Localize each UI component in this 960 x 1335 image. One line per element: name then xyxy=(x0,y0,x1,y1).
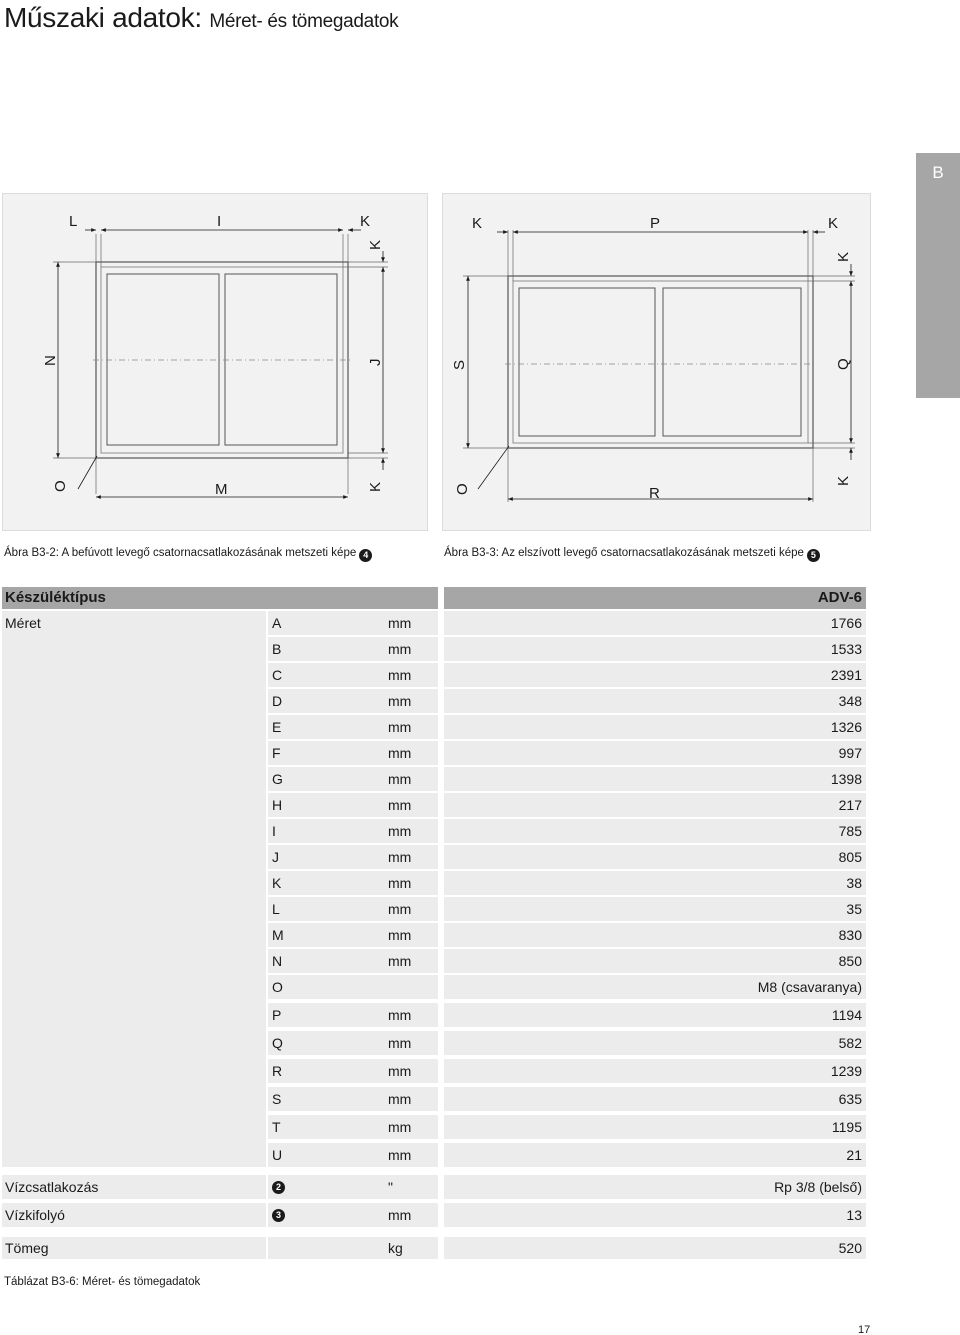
section-tab xyxy=(916,153,960,398)
table-row-dimension-l xyxy=(268,897,438,923)
row-label: Vízcsatlakozás xyxy=(5,1179,99,1195)
dimension-unit: mm xyxy=(388,823,412,839)
dimension-letter: R xyxy=(272,1063,283,1079)
row-unit: mm xyxy=(388,1207,412,1223)
table-value-dimension-u xyxy=(444,1143,866,1169)
dim-label-m: M xyxy=(215,481,228,498)
table-row-dimension-a xyxy=(268,611,438,637)
dimension-value: 1766 xyxy=(830,615,862,631)
size-label-cell xyxy=(2,611,266,1169)
drawing-supply-air-duct xyxy=(3,194,429,532)
dimension-unit: mm xyxy=(388,901,412,917)
dimension-value: 2391 xyxy=(830,667,862,683)
table-value-dimension-g xyxy=(444,767,866,793)
table-header-device-type: Készüléktípus xyxy=(2,587,438,609)
dim-label-k-top: K xyxy=(360,213,371,230)
table-row-unit-1 xyxy=(268,1203,438,1229)
dimension-unit: mm xyxy=(388,719,412,735)
dimension-value: 1239 xyxy=(830,1063,862,1079)
dimension-unit: mm xyxy=(388,1091,412,1107)
figure1-caption-text: Ábra B3-2: A befúvott levegő csatornacsatlakozásának metszeti képe xyxy=(4,547,357,559)
row-unit: kg xyxy=(388,1240,403,1256)
table-row-dimension-q xyxy=(268,1031,438,1057)
dimension-value: 217 xyxy=(838,797,862,813)
dimension-letter: S xyxy=(272,1091,282,1107)
dimension-value: 635 xyxy=(838,1091,862,1107)
table-row-unit-2 xyxy=(268,1237,438,1261)
dimension-unit: mm xyxy=(388,693,412,709)
dimension-letter: Q xyxy=(272,1035,283,1051)
dim-label-q: Q xyxy=(835,358,852,370)
dimension-unit: mm xyxy=(388,953,412,969)
table-row-dimension-e xyxy=(268,715,438,741)
row-label: Vízkifolyó xyxy=(5,1207,65,1223)
table-value-dimension-f xyxy=(444,741,866,767)
row-value: Rp 3/8 (belső) xyxy=(774,1179,862,1195)
row-label: Tömeg xyxy=(5,1240,49,1256)
figure1-caption xyxy=(4,547,372,562)
dimension-value: 35 xyxy=(846,901,862,917)
figure-exhaust-air-duct xyxy=(442,193,871,531)
dim-label-o: O xyxy=(52,480,69,492)
table-value-dimension-t xyxy=(444,1115,866,1141)
dimension-value: 830 xyxy=(838,927,862,943)
table-value-dimension-l xyxy=(444,897,866,923)
table-value-dimension-b xyxy=(444,637,866,663)
dim-label-o: O xyxy=(454,483,471,495)
dimension-letter: P xyxy=(272,1007,282,1023)
dimension-value: 1533 xyxy=(830,641,862,657)
dimension-letter: B xyxy=(272,641,282,657)
dimension-value: 785 xyxy=(838,823,862,839)
table-row-value-1 xyxy=(444,1203,866,1229)
table-row-label-1 xyxy=(2,1203,266,1229)
dimension-value: 348 xyxy=(838,693,862,709)
table-row-dimension-g xyxy=(268,767,438,793)
row-unit: " xyxy=(388,1179,393,1195)
table-row-dimension-b xyxy=(268,637,438,663)
dimension-letter: G xyxy=(272,771,283,787)
table-row-dimension-r xyxy=(268,1059,438,1085)
row-number-badge: 2 xyxy=(272,1181,285,1194)
table-value-dimension-p xyxy=(444,1003,866,1029)
dimension-value: 582 xyxy=(838,1035,862,1051)
dim-label-l: L xyxy=(69,213,78,230)
dimension-value: M8 (csavaranya) xyxy=(757,979,862,995)
dimension-unit: mm xyxy=(388,1007,412,1023)
dimension-value: 805 xyxy=(838,849,862,865)
dimension-unit: mm xyxy=(388,797,412,813)
dim-label-s: S xyxy=(451,359,468,370)
dimension-unit: mm xyxy=(388,641,412,657)
dimension-letter: T xyxy=(272,1119,281,1135)
row-number-badge: 3 xyxy=(272,1209,285,1222)
dimension-value: 1195 xyxy=(831,1119,862,1135)
dimension-unit: mm xyxy=(388,875,412,891)
table-row-dimension-f xyxy=(268,741,438,767)
dim-label-k-bottom: K xyxy=(835,475,852,486)
table-row-label-2 xyxy=(2,1237,266,1261)
dim-label-j: J xyxy=(367,358,384,366)
table-header-model: ADV-6 xyxy=(444,587,866,609)
table-row-unit-0 xyxy=(268,1175,438,1201)
dimension-value: 38 xyxy=(846,875,862,891)
dimension-letter: D xyxy=(272,693,283,709)
table-value-dimension-k xyxy=(444,871,866,897)
table-row-dimension-t xyxy=(268,1115,438,1141)
section-tab-label: B xyxy=(932,163,944,182)
table-row-label-0 xyxy=(2,1175,266,1201)
row-value: 13 xyxy=(846,1207,862,1223)
table-row-dimension-o xyxy=(268,975,438,1001)
dimension-letter: I xyxy=(272,823,276,839)
dimension-value: 850 xyxy=(838,953,862,969)
page-subtitle: Méret- és tömegadatok xyxy=(209,11,399,32)
table-row-value-2 xyxy=(444,1237,866,1261)
table-row-dimension-m xyxy=(268,923,438,949)
table-value-dimension-a xyxy=(444,611,866,637)
table-value-dimension-o xyxy=(444,975,866,1001)
dimension-letter: L xyxy=(272,901,280,917)
table-value-dimension-r xyxy=(444,1059,866,1085)
table-row-dimension-k xyxy=(268,871,438,897)
dimension-letter: U xyxy=(272,1147,283,1163)
dimension-letter: J xyxy=(272,849,279,865)
dimension-unit: mm xyxy=(388,1147,412,1163)
dimension-value: 1326 xyxy=(830,719,862,735)
dim-label-k-top-left: K xyxy=(472,215,483,232)
dimension-value: 1398 xyxy=(830,771,862,787)
table-caption: Táblázat B3-6: Méret- és tömegadatok xyxy=(4,1276,201,1288)
row-value: 520 xyxy=(838,1240,862,1256)
table-value-dimension-j xyxy=(444,845,866,871)
dimension-unit: mm xyxy=(388,849,412,865)
table-row-dimension-h xyxy=(268,793,438,819)
table-value-dimension-e xyxy=(444,715,866,741)
dimension-letter: M xyxy=(272,927,284,943)
figure2-caption-text: Ábra B3-3: Az elszívott levegő csatornacsatlakozásának metszeti képe xyxy=(444,547,804,559)
table-row-dimension-p xyxy=(268,1003,438,1029)
figure2-caption xyxy=(444,547,820,562)
page-title-main: Műszaki adatok: xyxy=(4,2,202,33)
table-row-dimension-c xyxy=(268,663,438,689)
dimension-unit: mm xyxy=(388,667,412,683)
dimension-value: 1194 xyxy=(831,1007,862,1023)
figure2-number-badge: 5 xyxy=(807,549,820,562)
dimension-unit: mm xyxy=(388,927,412,943)
dimension-value: 21 xyxy=(846,1147,862,1163)
dim-label-i: I xyxy=(217,213,222,230)
dimension-letter: O xyxy=(272,979,283,995)
table-value-dimension-i xyxy=(444,819,866,845)
table-value-dimension-c xyxy=(444,663,866,689)
dim-label-p: P xyxy=(650,215,661,232)
table-row-dimension-d xyxy=(268,689,438,715)
dimension-letter: H xyxy=(272,797,283,813)
dimension-unit: mm xyxy=(388,1035,412,1051)
table-value-dimension-d xyxy=(444,689,866,715)
figure1-number-badge: 4 xyxy=(359,549,372,562)
dimension-unit: mm xyxy=(388,1063,412,1079)
page-number: 17 xyxy=(858,1324,871,1335)
dimension-letter: N xyxy=(272,953,283,969)
table-row-value-0 xyxy=(444,1175,866,1201)
table-value-dimension-h xyxy=(444,793,866,819)
table-row-dimension-u xyxy=(268,1143,438,1169)
table-value-dimension-m xyxy=(444,923,866,949)
dim-label-k-right: K xyxy=(835,251,852,262)
table-row-dimension-n xyxy=(268,949,438,975)
dimension-unit: mm xyxy=(388,771,412,787)
size-label: Méret xyxy=(5,615,41,631)
dimension-letter: K xyxy=(272,875,282,891)
table-row-dimension-j xyxy=(268,845,438,871)
page-title xyxy=(4,2,398,34)
dim-label-n: N xyxy=(42,355,59,366)
table-value-dimension-q xyxy=(444,1031,866,1057)
table-row-dimension-i xyxy=(268,819,438,845)
drawing-exhaust-air-duct xyxy=(443,194,872,532)
dimension-value: 997 xyxy=(838,745,862,761)
dim-label-k-bottom: K xyxy=(367,481,384,492)
table-row-dimension-s xyxy=(268,1087,438,1113)
dimension-unit: mm xyxy=(388,745,412,761)
figure-supply-air-duct xyxy=(2,193,428,531)
dimension-unit: mm xyxy=(388,615,412,631)
dim-label-k-right: K xyxy=(367,239,384,250)
dimension-unit: mm xyxy=(388,1119,412,1135)
dimension-letter: C xyxy=(272,667,283,683)
dim-label-r: R xyxy=(649,485,660,502)
dimension-letter: A xyxy=(272,615,282,631)
table-value-dimension-s xyxy=(444,1087,866,1113)
dimension-letter: F xyxy=(272,745,281,761)
table-value-dimension-n xyxy=(444,949,866,975)
dimension-letter: E xyxy=(272,719,282,735)
dim-label-k-top-right: K xyxy=(828,215,839,232)
